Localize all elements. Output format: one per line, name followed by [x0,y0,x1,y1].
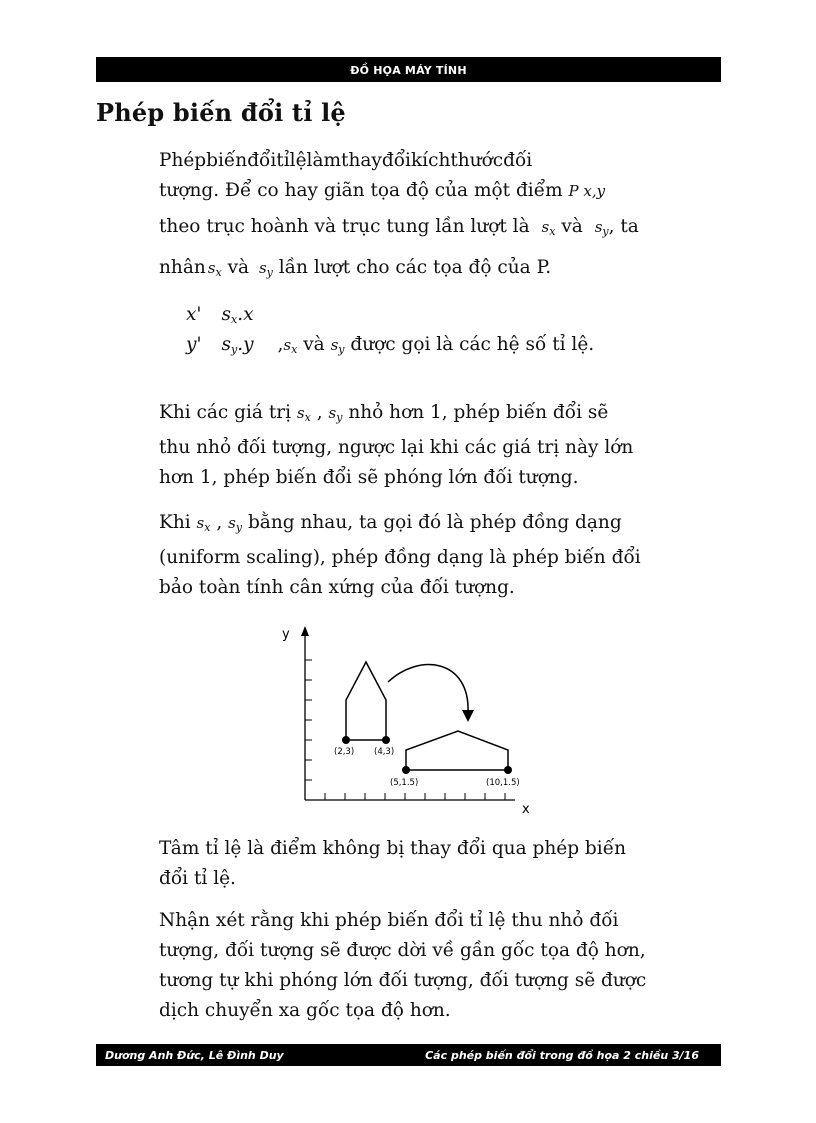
label-2-3: (2,3) [334,747,355,757]
original-shape [346,662,386,740]
scaled-shape [406,731,508,770]
paragraph-remark [159,906,721,1026]
point-10-1.5 [504,766,512,774]
p4-line-1: Tâm tỉ lệ là điểm không bị thay đổi qua phép biến [159,838,626,859]
y-axis-label: y [282,627,290,642]
equation-y: y' $s_y.y$ $,s_x$ và $s_y$ được gọi là các hệ số tỉ lệ. [186,334,595,356]
p5-line-2: tượng, đối tượng sẽ được dời về gần gốc tọa độ hơn, [159,940,646,961]
paragraph-scaling-intro [159,146,721,288]
p1-line-2: tượng. Để co hay giãn tọa độ của một điểm P x,y [159,180,606,201]
x-axis-ticks [325,793,505,800]
point-p-symbol: P x,y [568,182,606,200]
p1-line-3: theo trục hoành và trục tung lần lượt là $s_x$ và $s_y$, ta [159,216,639,238]
p1-line-4: nhân $s_x$ và $s_y$ lần lượt cho các tọa độ của P. [159,257,552,279]
label-10-1.5: (10,1.5) [486,778,520,788]
page-footer [96,1044,721,1066]
section-title: Phép biến đổi tỉ lệ [96,98,346,127]
label-4-3: (4,3) [374,747,395,757]
p2-line-3: hơn 1, phép biến đổi sẽ phóng lớn đối tượng. [159,467,579,488]
p2-line-2: thu nhỏ đối tượng, ngược lại khi các giá trị này lớn [159,437,634,458]
p3-line-3: bảo toàn tính cân xứng của đối tượng. [159,577,515,598]
p4-line-2: đổi tỉ lệ. [159,868,236,889]
p5-line-3: tương tự khi phóng lớn đối tượng, đối tượng sẽ được [159,970,647,991]
paragraph-uniform-scaling [159,508,721,603]
footer-authors: Dương Anh Đức, Lê Đình Duy [105,1049,284,1062]
label-5-1.5: (5,1.5) [390,778,419,788]
y-axis-arrowhead [301,626,309,636]
point-5-1.5 [402,766,410,774]
scaling-diagram [280,620,540,820]
page-header: ĐỒ HỌA MÁY TÍNH [96,57,721,82]
equation-x: x' $s_x.x$ [186,304,254,326]
p2-line-1: Khi các giá trị $s_x$ , $s_y$ nhỏ hơn 1, phép biến đổi sẽ [159,402,609,424]
x-axis-label: x [522,802,530,817]
paragraph-shrink-enlarge [159,398,721,493]
point-2-3 [342,736,350,744]
point-4-3 [382,736,390,744]
p5-line-4: dịch chuyển xa gốc tọa độ hơn. [159,1000,451,1021]
transform-arrowhead [462,710,474,722]
footer-chapter: Các phép biến đổi trong đồ họa 2 chiều 3/16 [425,1049,699,1062]
p1-line-1: Phépbiếnđổitỉlệlàmthayđổikíchthướcđối [159,150,533,171]
p3-line-2: (uniform scaling), phép đồng dạng là phép biến đổi [159,547,641,568]
scaling-figure [280,620,540,820]
paragraph-scaling-center [159,834,721,894]
transform-arrow [388,665,468,712]
p5-line-1: Nhận xét rằng khi phép biến đổi tỉ lệ thu nhỏ đối [159,910,619,931]
y-axis-ticks [305,660,312,780]
p3-line-1: Khi $s_x$ , $s_y$ bằng nhau, ta gọi đó là phép đồng dạng [159,512,622,534]
